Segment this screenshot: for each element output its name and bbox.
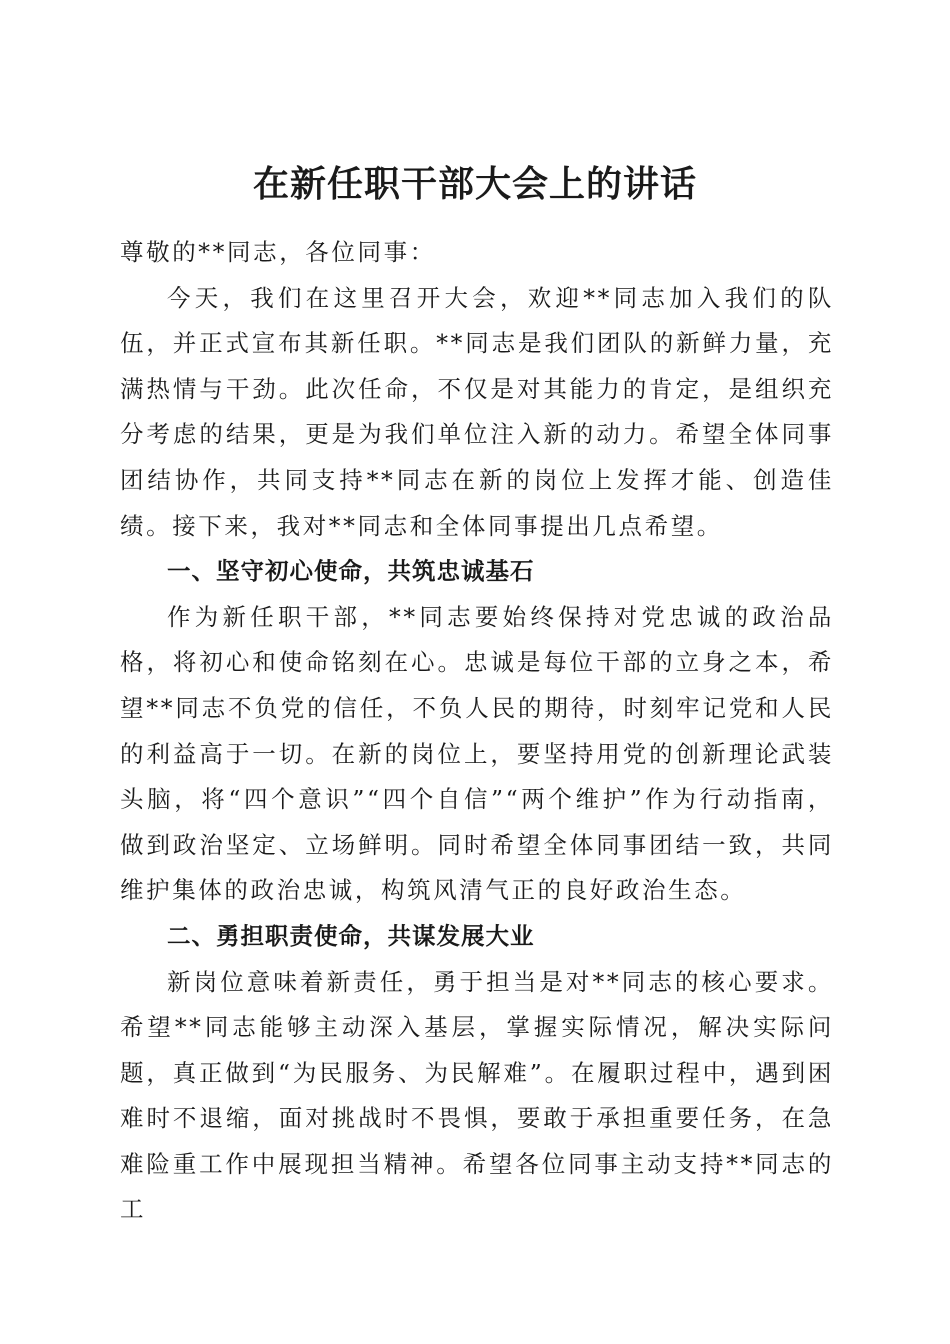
section-heading-1: 一、坚守初心使命，共筑忠诚基石 — [167, 557, 535, 586]
document-title: 在新任职干部大会上的讲话 — [252, 163, 697, 206]
document-body — [120, 230, 834, 1233]
section-paragraph-2: 新岗位意味着新责任，勇于担当是对**同志的核心要求。希望**同志能够主动深入基层，掌握实际情况，解决实际问题，真正做到“为民服务、为民解难”。在履职过程中，遇到困难时不退缩，面对挑战时不畏惧，要敢于承担重要任务，在急难险重工作中展现担当精神。希望各位同事主动支持**同志的工 — [120, 967, 834, 1224]
section-heading-2: 二、勇担职责使命，共谋发展大业 — [167, 921, 535, 950]
intro-paragraph: 今天，我们在这里召开大会，欢迎**同志加入我们的队伍，并正式宣布其新任职。**同志是我们团队的新鲜力量，充满热情与干劲。此次任命，不仅是对其能力的肯定，是组织充分考虑的结果，更是为我们单位注入新的动力。希望全体同事团结协作，共同支持**同志在新的岗位上发挥才能、创造佳绩。接下来，我对**同志和全体同事提出几点希望。 — [120, 283, 834, 540]
greeting: 尊敬的**同志，各位同事： — [120, 238, 436, 266]
section-paragraph-1: 作为新任职干部，**同志要始终保持对党忠诚的政治品格，将初心和使命铭刻在心。忠诚是每位干部的立身之本，希望**同志不负党的信任，不负人民的期待，时刻牢记党和人民的利益高于一切。在新的岗位上，要坚持用党的创新理论武装头脑，将“四个意识”“四个自信”“两个维护”作为行动指南，做到政治坚定、立场鲜明。同时希望全体同事团结一致，共同维护集体的政治忠诚，构筑风清气正的良好政治生态。 — [120, 602, 834, 905]
